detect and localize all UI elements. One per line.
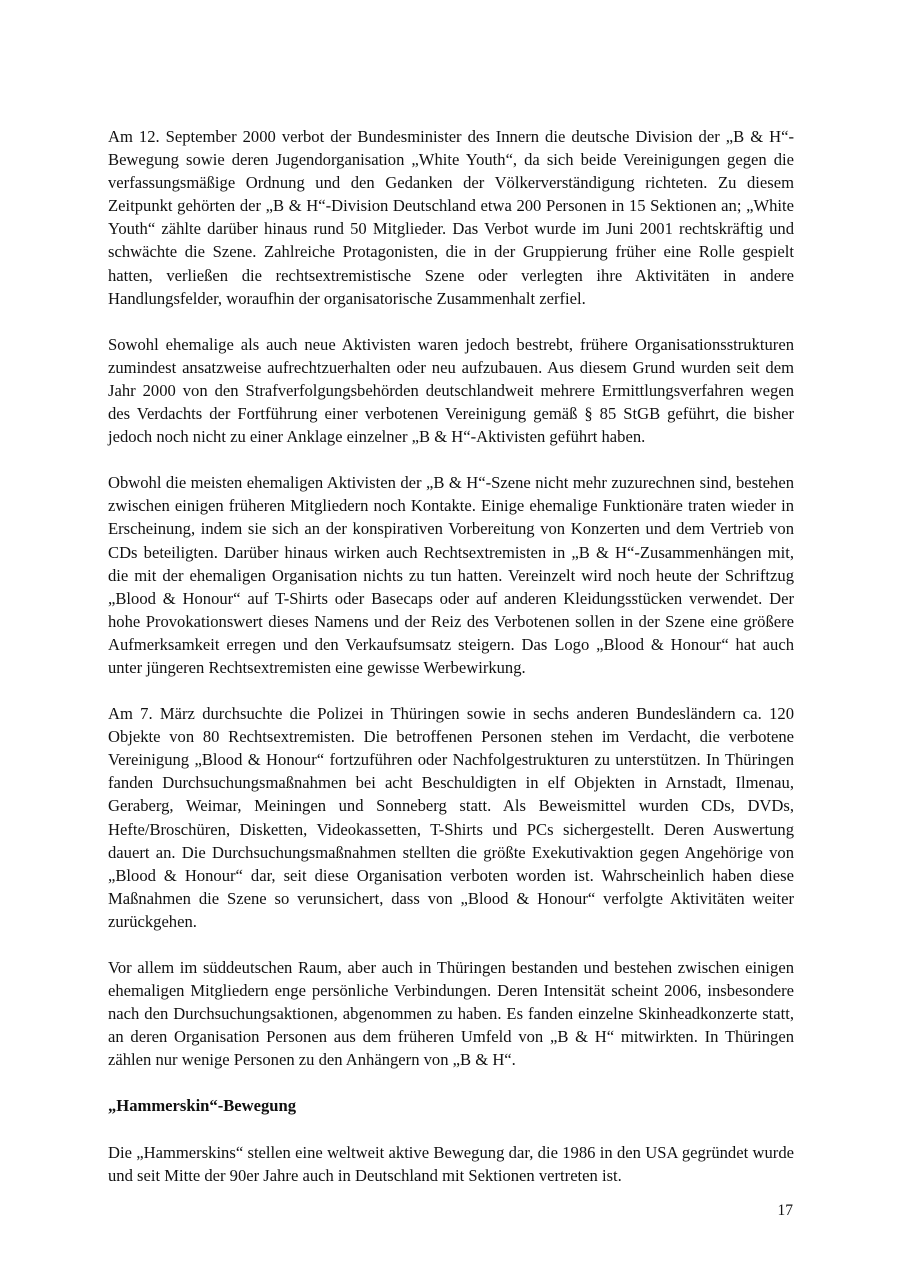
- paragraph-structures: Sowohl ehemalige als auch neue Aktivisten waren jedoch bestrebt, frühere Organisationsstrukturen zumindest ansatzweise aufrechtzuerhalten oder neu aufzubauen. Aus diesem Grund wurden seit dem Jahr 2000 von den Strafverfolgungsbehörden deutschlandweit mehrere Ermittlungsverfahren wegen des Verdachts der Fortführung einer verbotenen Vereinigung gemäß § 85 StGB geführt, die bisher jedoch noch nicht zu einer Anklage einzelner „B & H“-Aktivisten geführt haben.: [108, 334, 794, 447]
- document-body: [108, 125, 794, 1210]
- paragraph-hammerskins: Die „Hammerskins“ stellen eine weltweit aktive Bewegung dar, die 1986 in den USA gegründet wurde und seit Mitte der 90er Jahre auch in Deutschland mit Sektionen vertreten ist.: [108, 1142, 794, 1185]
- paragraph-ban-2000: Am 12. September 2000 verbot der Bundesminister des Innern die deutsche Division der „B & H“-Bewegung sowie deren Jugendorganisation „White Youth“, da sich beide Vereinigungen gegen die verfassungsmäßige Ordnung und den Gedanken der Völkerverständigung richteten. Zu diesem Zeitpunkt gehörten der „B & H“-Division Deutschland etwa 200 Personen in 15 Sektionen an; „White Youth“ zählte darüber hinaus rund 50 Mitglieder. Das Verbot wurde im Juni 2001 rechtskräftig und schwächte die Szene. Zahlreiche Protagonisten, die in der Gruppierung früher eine Rolle gespielt hatten, verließen die rechtsextremistische Szene oder verlegten ihre Aktivitäten in andere Handlungsfelder, woraufhin der organisatorische Zusammenhalt zerfiel.: [108, 127, 794, 308]
- paragraph-raids: Am 7. März durchsuchte die Polizei in Thüringen sowie in sechs anderen Bundesländern ca. 120 Objekte von 80 Rechtsextremisten. Die betroffenen Personen stehen im Verdacht, die verbotene Vereinigung „Blood & Honour“ fortzuführen oder Nachfolgestrukturen zu unterstützen. In Thüringen fanden Durchsuchungsmaßnahmen bei acht Beschuldigten in elf Objekten in Arnstadt, Ilmenau, Geraberg, Weimar, Meiningen und Sonneberg statt. Als Beweismittel wurden CDs, DVDs, Hefte/Broschüren, Disketten, Videokassetten, T-Shirts und PCs sichergestellt. Deren Auswertung dauert an. Die Durchsuchungsmaßnahmen stellten die größte Exekutivaktion gegen Angehörige von „Blood & Honour“ dar, seit diese Organisation verboten worden ist. Wahrscheinlich haben diese Maßnahmen die Szene so verunsichert, dass von „Blood & Honour“ verfolgte Aktivitäten weiter zurückgehen.: [108, 704, 794, 931]
- section-heading: „Hammerskin“-Bewegung: [108, 1096, 297, 1116]
- paragraph-contacts: Obwohl die meisten ehemaligen Aktivisten der „B & H“-Szene nicht mehr zuzurechnen sind, bestehen zwischen einigen früheren Mitgliedern noch Kontakte. Einige ehemalige Funktionäre traten wieder in Erscheinung, indem sie sich an der konspirativen Vorbereitung von Konzerten und dem Vertrieb von CDs beteiligten. Darüber hinaus wirken auch Rechtsextremisten in „B & H“-Zusammenhängen mit, die mit der ehemaligen Organisation nichts zu tun hatten. Vereinzelt wird noch heute der Schriftzug „Blood & Honour“ auf T-Shirts oder Basecaps oder auf anderen Kleidungsstücken verwendet. Der hohe Provokationswert dieses Namens und der Reiz des Verbotenen sollen in der Szene eine größere Aufmerksamkeit erregen und den Verkaufsumsatz steigern. Das Logo „Blood & Honour“ hat auch unter jüngeren Rechtsextremisten eine gewisse Werbewirkung.: [108, 473, 794, 677]
- page-number: 17: [777, 1202, 793, 1219]
- paragraph-connections: Vor allem im süddeutschen Raum, aber auch in Thüringen bestanden und bestehen zwischen einigen ehemaligen Mitgliedern enge persönliche Verbindungen. Deren Intensität scheint 2006, insbesondere nach den Durchsuchungsaktionen, abgenommen zu haben. Es fanden einzelne Skinheadkonzerte statt, an deren Organisation Personen aus dem früheren Umfeld von „B & H“ mitwirkten. In Thüringen zählen nur wenige Personen zu den Anhängern von „B & H“.: [108, 958, 794, 1070]
